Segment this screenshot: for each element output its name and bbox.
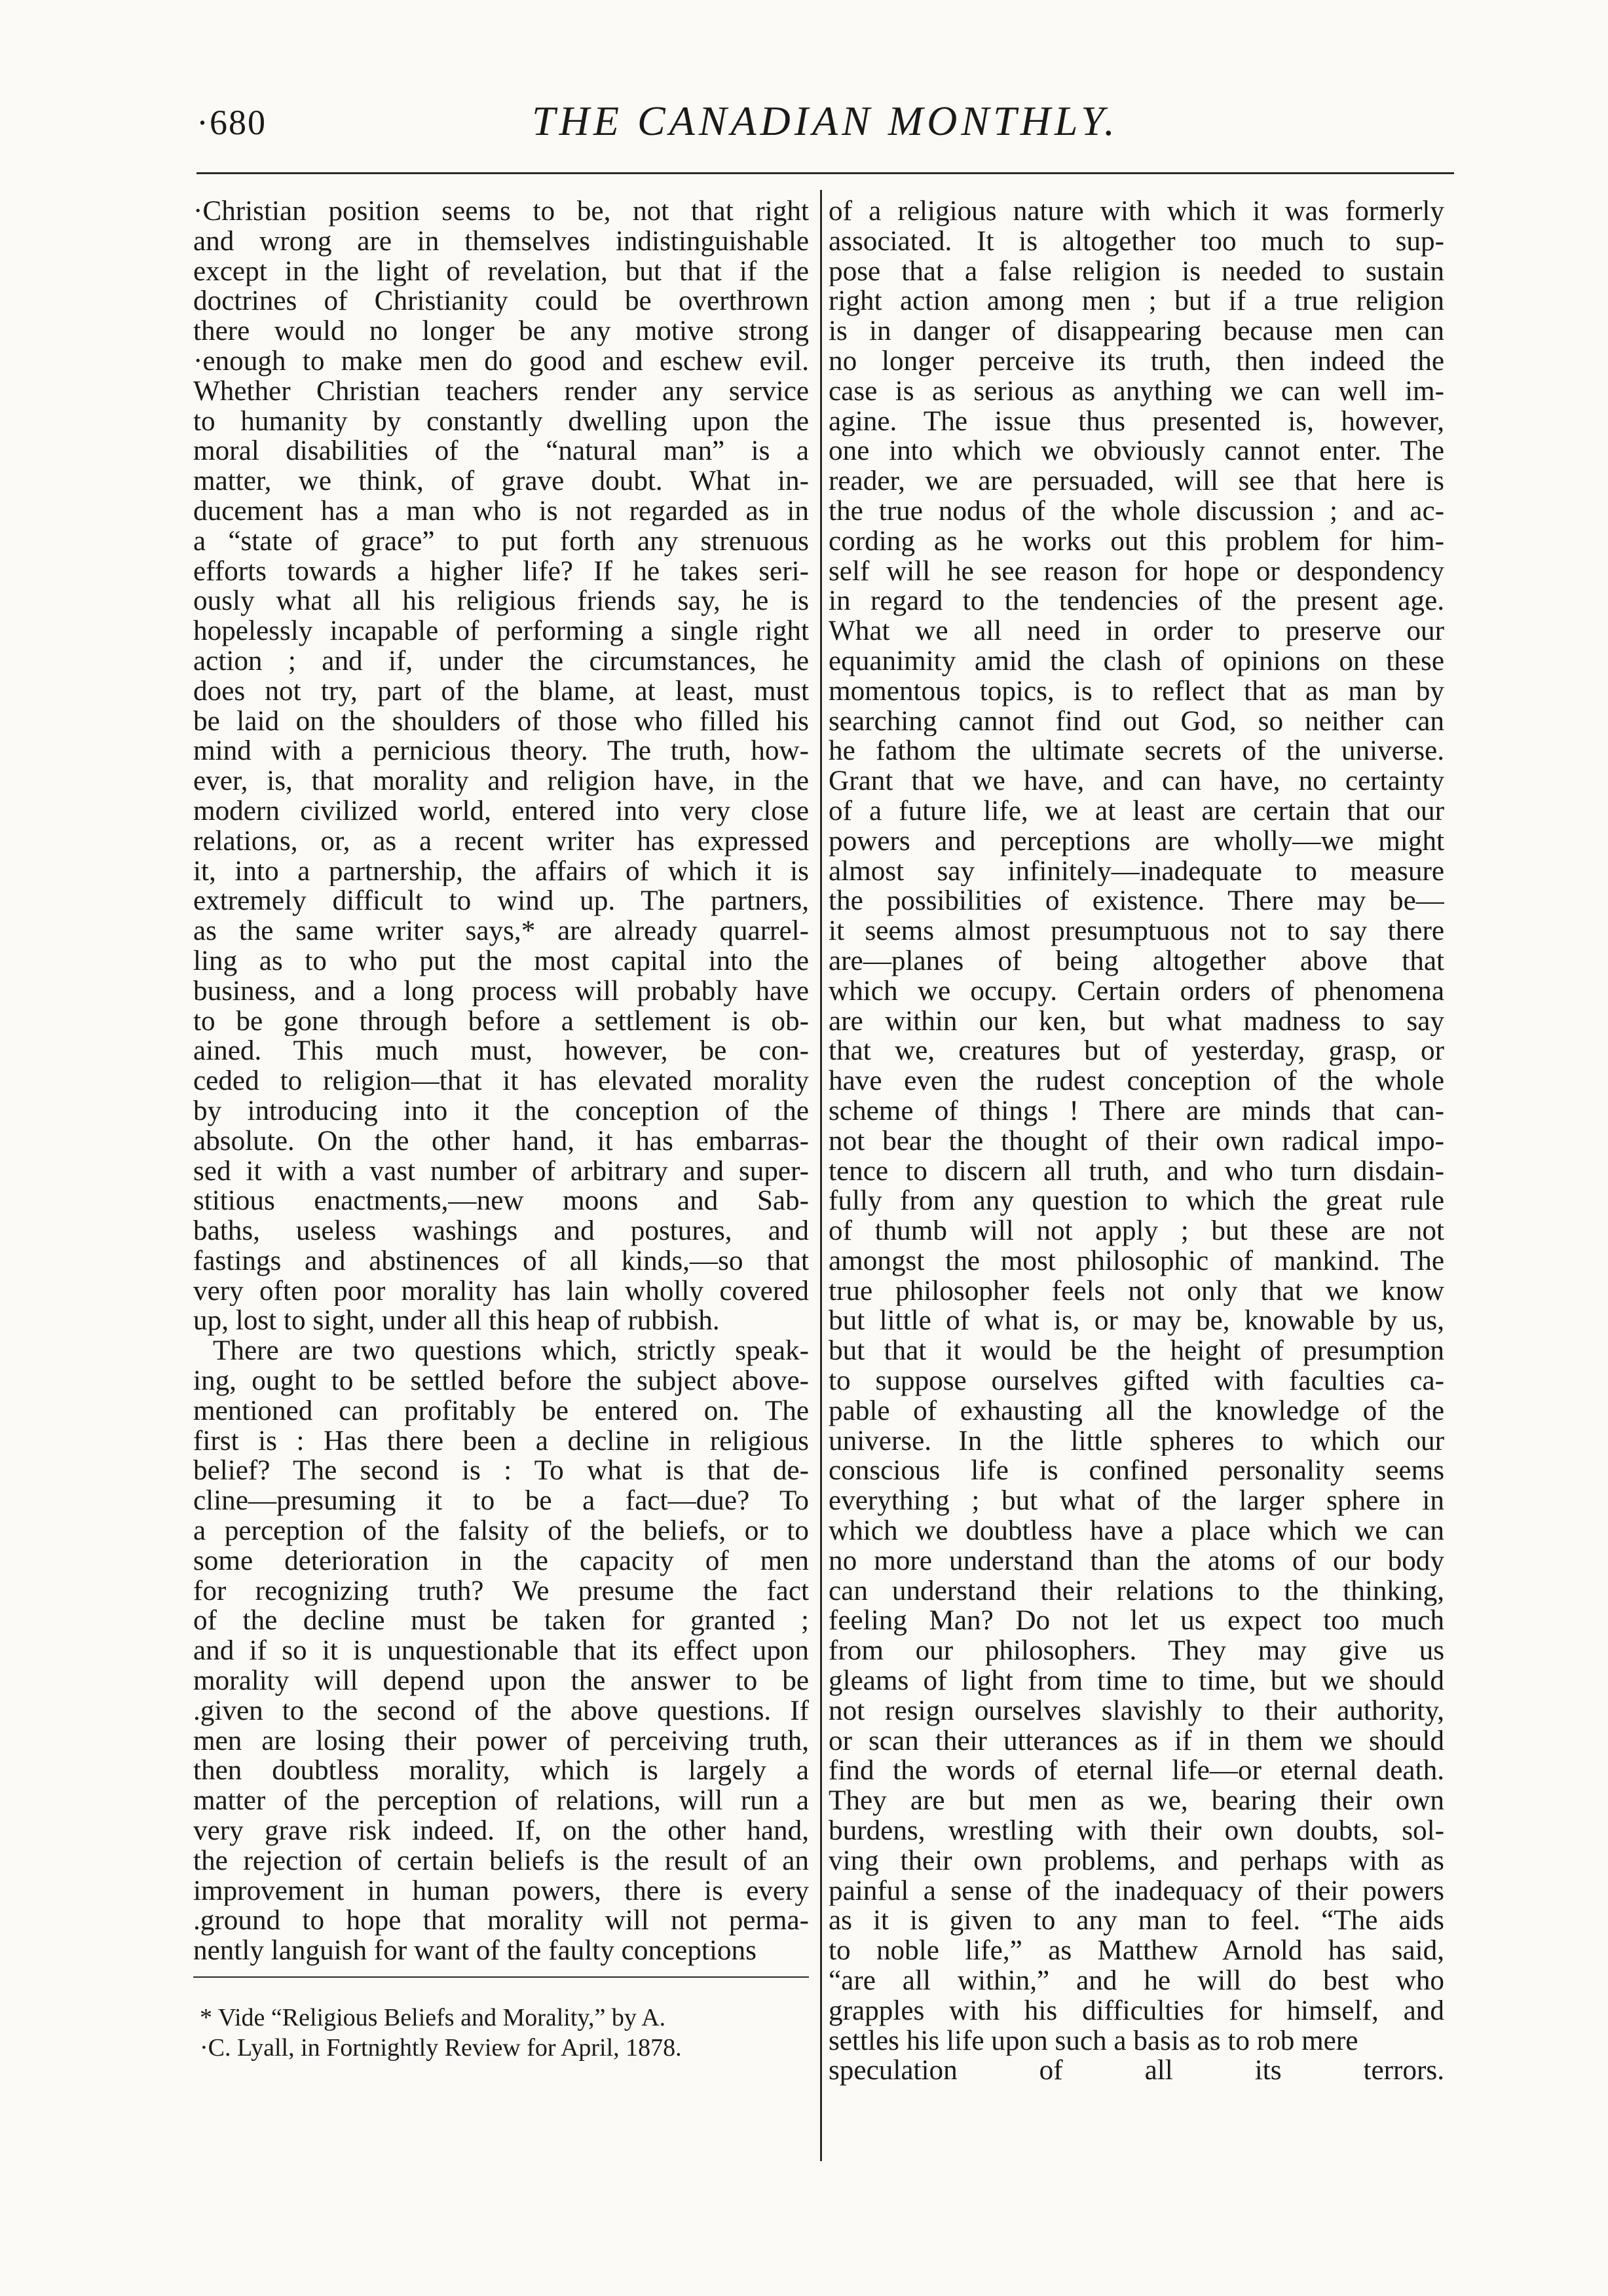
text-line: of the decline must be taken for granted ;: [193, 1606, 809, 1637]
text-line: self will he see reason for hope or despondency: [829, 556, 1444, 587]
text-line: painful a sense of the inadequacy of their powers: [829, 1876, 1444, 1906]
text-line: feeling Man? Do not let us expect too much: [829, 1606, 1444, 1637]
text-line: ling as to who put the most capital into the: [193, 946, 809, 976]
text-line: ·enough to make men do good and eschew evil.: [193, 346, 809, 377]
text-line: morality will depend upon the answer to be: [193, 1666, 809, 1696]
text-line: fully from any question to which the great rule: [829, 1186, 1444, 1217]
text-line: not bear the thought of their own radical impo-: [829, 1126, 1444, 1157]
left-column: [193, 196, 809, 1966]
text-line: are within our ken, but what madness to say: [829, 1006, 1444, 1037]
text-line: of thumb will not apply ; but these are not: [829, 1216, 1444, 1246]
text-line: it seems almost presumptuous not to say there: [829, 916, 1444, 946]
text-line: agine. The issue thus presented is, however,: [829, 406, 1444, 437]
text-line: Grant that we have, and can have, no certainty: [829, 766, 1444, 796]
text-line: no longer perceive its truth, then indeed the: [829, 346, 1444, 377]
text-line: and if so it is unquestionable that its effect upon: [193, 1636, 809, 1667]
text-line: matter of the perception of relations, will run a: [193, 1786, 809, 1817]
text-line: by introducing into it the conception of the: [193, 1096, 809, 1126]
text-line: searching cannot find out God, so neither can: [829, 706, 1444, 737]
text-line: ained. This much must, however, be con-: [193, 1036, 809, 1067]
text-line: the true nodus of the whole discussion ; and ac-: [829, 496, 1444, 527]
text-line: there would no longer be any motive strong: [193, 316, 809, 346]
text-line: tence to discern all truth, and who turn disdain-: [829, 1156, 1444, 1187]
text-line: that we, creatures but of yesterday, grasp, or: [829, 1036, 1444, 1067]
text-line: as the same writer says,* are already quarrel-: [193, 916, 809, 946]
text-line: some deterioration in the capacity of men: [193, 1546, 809, 1576]
text-line: gleams of light from time to time, but we should: [829, 1666, 1444, 1696]
text-line: ever, is, that morality and religion have, in the: [193, 766, 809, 796]
text-line: in regard to the tendencies of the present age.: [829, 586, 1444, 617]
page-header: [196, 90, 1454, 149]
text-line: ceded to religion—that it has elevated morality: [193, 1066, 809, 1096]
text-line: be laid on the shoulders of those who filled his: [193, 706, 809, 737]
text-line: the rejection of certain beliefs is the result of an: [193, 1845, 809, 1876]
text-line: ving their own problems, and perhaps with as: [829, 1845, 1444, 1876]
text-line: efforts towards a higher life? If he takes seri-: [193, 556, 809, 587]
footnote-rule: [193, 1976, 809, 1978]
header-rule: [196, 172, 1454, 174]
page-number: ·680: [196, 103, 267, 142]
text-line: moral disabilities of the “natural man” is a: [193, 436, 809, 467]
text-line: .given to the second of the above questions. If: [193, 1695, 809, 1726]
text-line: ducement has a man who is not regarded as in: [193, 496, 809, 527]
text-line: a perception of the falsity of the beliefs, or to: [193, 1516, 809, 1546]
text-line: action ; and if, under the circumstances, he: [193, 646, 809, 676]
text-line: up, lost to sight, under all this heap of rubbish.: [193, 1306, 720, 1337]
text-line: fastings and abstinences of all kinds,—so that: [193, 1246, 809, 1276]
text-line: a “state of grace” to put forth any strenuous: [193, 526, 809, 557]
text-line: to noble life,” as Matthew Arnold has said,: [829, 1936, 1444, 1967]
text-line: scheme of things ! There are minds that can-: [829, 1096, 1444, 1126]
text-line: There are two questions which, strictly speak-: [213, 1336, 809, 1367]
text-line: to suppose ourselves gifted with faculties ca-: [829, 1366, 1444, 1396]
text-line: the possibilities of existence. There may be—: [829, 886, 1444, 917]
text-line: business, and a long process will probably have: [193, 976, 809, 1007]
right-column: [829, 196, 1444, 2086]
text-line: belief? The second is : To what is that de-: [193, 1456, 809, 1487]
text-line: grapples with his difficulties for himself, and: [829, 1995, 1444, 2026]
text-line: which we occupy. Certain orders of phenomena: [829, 976, 1444, 1007]
text-line: almost say infinitely—inadequate to measure: [829, 856, 1444, 887]
text-line: universe. In the little spheres to which our: [829, 1426, 1444, 1456]
text-line: doctrines of Christianity could be overthrown: [193, 286, 809, 317]
text-line: modern civilized world, entered into very close: [193, 796, 809, 826]
text-line: cording as he works out this problem for him-: [829, 526, 1444, 557]
text-line: reader, we are persuaded, will see that here is: [829, 466, 1444, 496]
text-line: powers and perceptions are wholly—we might: [829, 826, 1444, 857]
text-line: associated. It is altogether too much to sup-: [829, 226, 1444, 257]
text-line: but that it would be the height of presumption: [829, 1336, 1444, 1367]
text-line: improvement in human powers, there is every: [193, 1876, 809, 1906]
text-line: very grave risk indeed. If, on the other hand,: [193, 1816, 809, 1846]
text-line: case is as serious as anything we can well im-: [829, 376, 1444, 407]
text-line: but little of what is, or may be, knowable by us,: [829, 1306, 1444, 1337]
text-line: very often poor morality has lain wholly covered: [193, 1276, 809, 1306]
text-line: find the words of eternal life—or eternal death.: [829, 1756, 1444, 1787]
text-line: baths, useless washings and postures, and: [193, 1216, 809, 1246]
text-line: pable of exhausting all the knowledge of the: [829, 1396, 1444, 1426]
text-line: cline—presuming it to be a fact—due? To: [193, 1486, 809, 1517]
text-line: then doubtless morality, which is largely a: [193, 1756, 809, 1787]
text-line: What we all need in order to preserve our: [829, 616, 1444, 646]
running-title: THE CANADIAN MONTHLY.: [532, 98, 1119, 144]
text-line: .ground to hope that morality will not perma-: [193, 1906, 809, 1936]
text-line: right action among men ; but if a true religion: [829, 286, 1444, 317]
text-line: mentioned can profitably be entered on. The: [193, 1396, 809, 1426]
text-line: or scan their utterances as if in them we should: [829, 1726, 1444, 1756]
text-line: momentous topics, is to reflect that as man by: [829, 676, 1444, 707]
text-line: as it is given to any man to feel. “The aids: [829, 1906, 1444, 1936]
text-line: of a future life, we at least are certain that our: [829, 796, 1444, 826]
column-divider: [820, 190, 822, 2161]
text-line: to humanity by constantly dwelling upon the: [193, 406, 809, 437]
text-line: They are but men as we, bearing their own: [829, 1786, 1444, 1817]
text-line: conscious life is confined personality seems: [829, 1456, 1444, 1487]
text-line: ously what all his religious friends say, he is: [193, 586, 809, 617]
footnote: [200, 2003, 809, 2063]
text-line: matter, we think, of grave doubt. What in-: [193, 466, 809, 496]
text-line: ·Christian position seems to be, not that right: [193, 196, 809, 227]
text-line: can understand their relations to the thinking,: [829, 1576, 1444, 1606]
text-line: for recognizing truth? We presume the fact: [193, 1576, 809, 1606]
text-line: and wrong are in themselves indistinguishable: [193, 226, 809, 257]
text-line: except in the light of revelation, but that if the: [193, 256, 809, 287]
text-line: Whether Christian teachers render any service: [193, 376, 809, 407]
text-line: men are losing their power of perceiving truth,: [193, 1726, 809, 1756]
text-line: true philosopher feels not only that we know: [829, 1276, 1444, 1306]
text-line: settles his life upon such a basis as to rob mere: [829, 2026, 1358, 2056]
text-line: from our philosophers. They may give us: [829, 1636, 1444, 1667]
text-line: speculation of all its terrors.: [829, 2056, 1444, 2086]
text-line: amongst the most philosophic of mankind. The: [829, 1246, 1444, 1276]
text-line: “are all within,” and he will do best who: [829, 1966, 1444, 1996]
text-line: relations, or, as a recent writer has expressed: [193, 826, 809, 857]
text-line: nently languish for want of the faulty conceptions: [193, 1936, 757, 1967]
text-line: burdens, wrestling with their own doubts, sol-: [829, 1816, 1444, 1846]
text-line: absolute. On the other hand, it has embarras-: [193, 1126, 809, 1157]
text-line: to be gone through before a settlement is ob-: [193, 1006, 809, 1037]
text-line: have even the rudest conception of the whole: [829, 1066, 1444, 1096]
text-line: first is : Has there been a decline in religious: [193, 1426, 809, 1456]
text-line: are—planes of being altogether above that: [829, 946, 1444, 976]
text-line: ing, ought to be settled before the subject above-: [193, 1366, 809, 1396]
text-line: it, into a partnership, the affairs of which it is: [193, 856, 809, 887]
text-line: hopelessly incapable of performing a single right: [193, 616, 809, 646]
text-line: does not try, part of the blame, at least, must: [193, 676, 809, 707]
text-line: one into which we obviously cannot enter. The: [829, 436, 1444, 467]
text-line: equanimity amid the clash of opinions on these: [829, 646, 1444, 676]
footnote-line: ·C. Lyall, in Fortnightly Review for April, 1878.: [200, 2034, 682, 2062]
text-line: he fathom the ultimate secrets of the universe.: [829, 736, 1444, 767]
text-line: not resign ourselves slavishly to their authority,: [829, 1695, 1444, 1726]
text-line: sed it with a vast number of arbitrary and super-: [193, 1156, 809, 1187]
text-line: extremely difficult to wind up. The partners,: [193, 886, 809, 917]
text-line: which we doubtless have a place which we can: [829, 1516, 1444, 1546]
text-line: of a religious nature with which it was formerly: [829, 196, 1444, 227]
footnote-line: * Vide “Religious Beliefs and Morality,” by A.: [200, 2004, 666, 2031]
text-line: mind with a pernicious theory. The truth, how-: [193, 736, 809, 767]
text-line: everything ; but what of the larger sphere in: [829, 1486, 1444, 1517]
text-line: stitious enactments,—new moons and Sab-: [193, 1186, 809, 1217]
text-line: no more understand than the atoms of our body: [829, 1546, 1444, 1576]
text-line: is in danger of disappearing because men can: [829, 316, 1444, 346]
text-line: pose that a false religion is needed to sustain: [829, 256, 1444, 287]
